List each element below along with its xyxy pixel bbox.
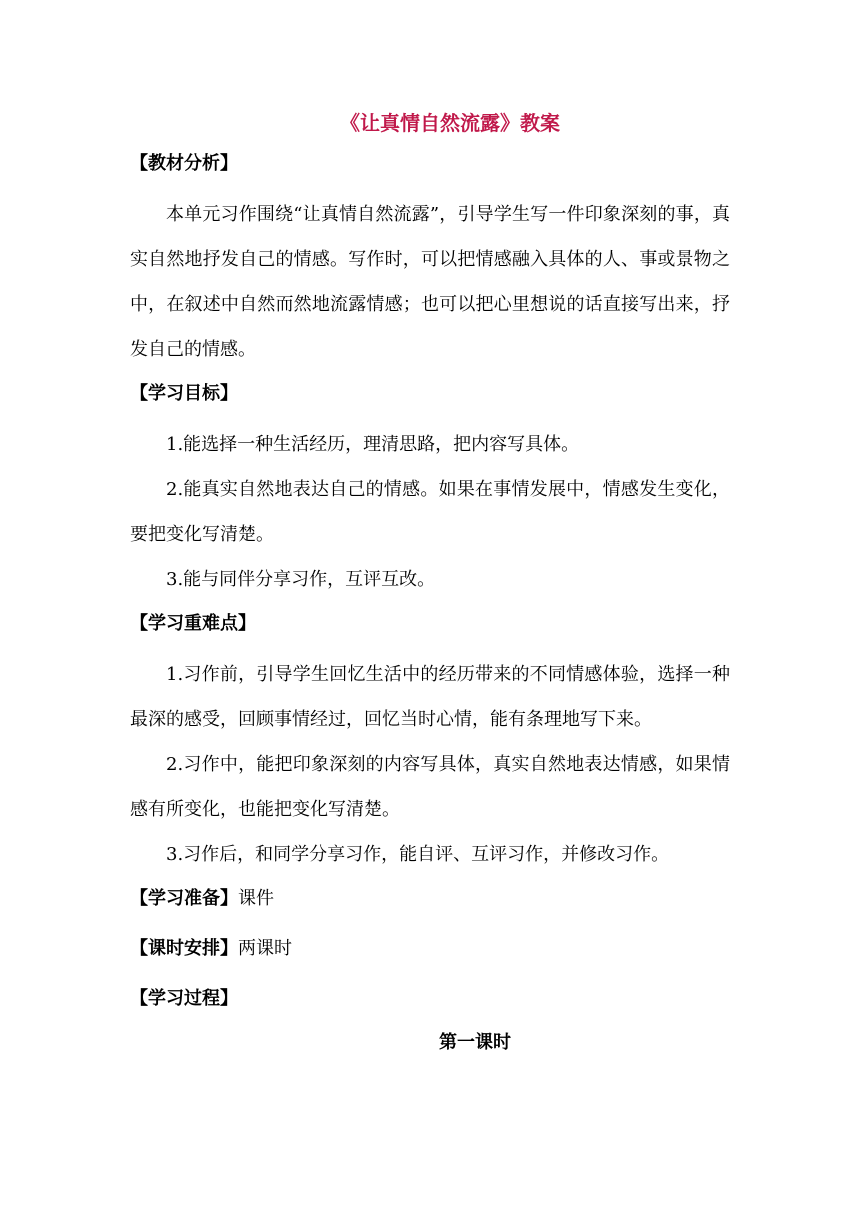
schedule-value: 两课时 [238,938,292,959]
heading-schedule [130,937,730,961]
heading-goals: 【学习目标】 [130,383,238,404]
heading-process: 【学习过程】 [130,988,238,1009]
goal-item-2: 2.能真实自然地表达自己的情感。如果在事情发展中，情感发生变化，要把变化写清楚。 [130,479,730,545]
heading-preparation [130,887,730,911]
goal-item-1: 1.能选择一种生活经历，理清思路，把内容写具体。 [166,434,580,455]
heading-key-points: 【学习重难点】 [130,613,256,634]
document-title: 《让真情自然流露》教案 [340,111,560,135]
paragraph-material-analysis: 本单元习作围绕“让真情自然流露”，引导学生写一件印象深刻的事，真实自然地抒发自己的情感。写作时，可以把情感融入具体的人、事或景物之中，在叙述中自然而然地流露情感；也可以把心里想说的话直接写出来，抒发自己的情感。 [130,204,730,360]
preparation-value: 课件 [238,888,274,909]
goal-item-3: 3.能与同伴分享习作，互评互改。 [166,569,436,590]
lesson-one-title: 第一课时 [439,1032,511,1053]
document-page [130,108,730,1055]
schedule-label: 【课时安排】 [130,938,238,959]
preparation-label: 【学习准备】 [130,888,238,909]
key-point-item-2: 2.习作中，能把印象深刻的内容写具体，真实自然地表达情感，如果情感有所变化，也能把变化写清楚。 [130,754,730,820]
key-point-item-3: 3.习作后，和同学分享习作，能自评、互评习作，并修改习作。 [166,844,670,865]
key-point-item-1: 1.习作前，引导学生回忆生活中的经历带来的不同情感体验，选择一种最深的感受，回顾事情经过，回忆当时心情，能有条理地写下来。 [130,664,730,730]
heading-material-analysis: 【教材分析】 [130,153,238,174]
